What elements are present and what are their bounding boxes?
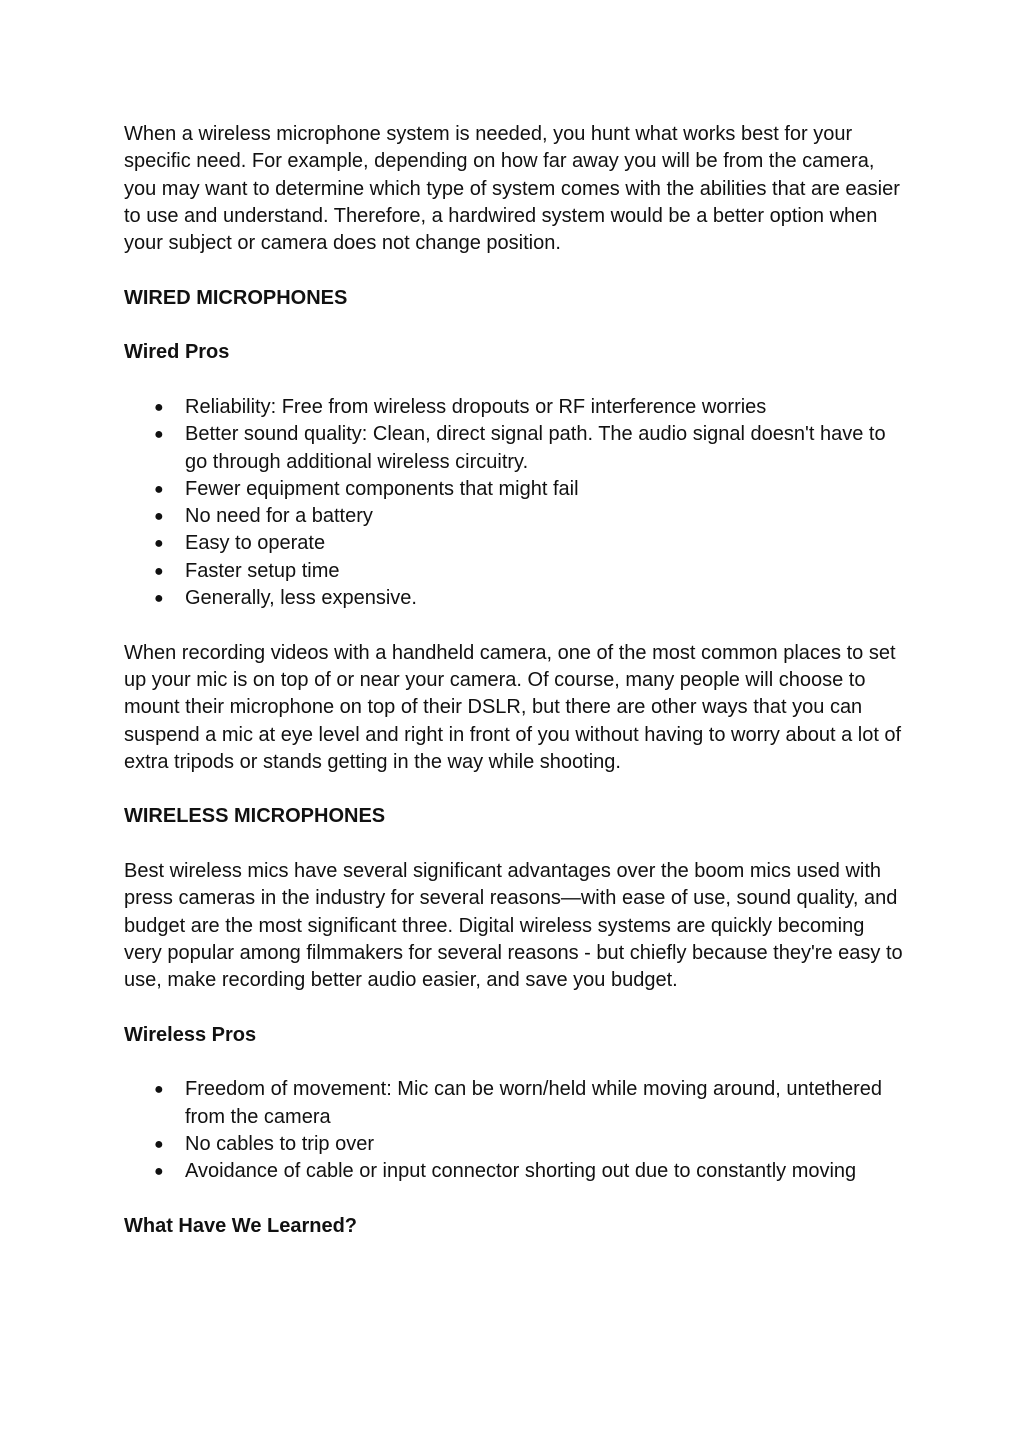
intro-paragraph: When a wireless microphone system is needed, you hunt what works best for your specific need. For example, depending on how far away you will be from the camera, you may want to determine which type of system comes with the abilities that are easier to use and understand. Therefore, a hardwired system would be a better option when your subject or camera does not change position. <box>124 123 900 255</box>
list-item: ● Reliability: Free from wireless dropouts or RF interference worries <box>124 394 904 421</box>
wired-pros-list <box>124 394 904 612</box>
list-item: ● No cables to trip over <box>124 1131 904 1158</box>
list-item: ● Generally, less expensive. <box>124 585 904 612</box>
bullet-icon: ● <box>154 535 164 553</box>
list-item: ● Freedom of movement: Mic can be worn/held while moving around, untethered from the camera <box>154 1078 883 1128</box>
bullet-icon: ● <box>154 480 164 498</box>
bullet-icon: ● <box>154 1135 164 1153</box>
wired-microphones-heading: WIRED MICROPHONES <box>124 286 348 309</box>
list-item: ● Fewer equipment components that might fail <box>124 476 904 503</box>
list-item: ● No need for a battery <box>124 503 904 530</box>
list-item: ● Better sound quality: Clean, direct signal path. The audio signal doesn't have to go through additional wireless circuitry. <box>154 423 886 473</box>
wireless-paragraph: Best wireless mics have several significant advantages over the boom mics used with press cameras in the industry for several reasons—with ease of use, sound quality, and budget are the most significant three. Digital wireless systems are quickly becoming very popular among filmmakers for several reasons - but chiefly because they're easy to use, make recording better audio easier, and save you budget. <box>124 860 903 992</box>
bullet-icon: ● <box>154 508 164 526</box>
bullet-icon: ● <box>154 590 164 608</box>
bullet-icon: ● <box>154 398 164 416</box>
wireless-pros-list <box>124 1076 904 1185</box>
wired-pros-heading: Wired Pros <box>124 341 230 364</box>
bullet-icon: ● <box>154 426 164 444</box>
bullet-icon: ● <box>154 1081 164 1099</box>
wireless-pros-heading: Wireless Pros <box>124 1023 257 1046</box>
bullet-icon: ● <box>154 1163 164 1181</box>
wired-paragraph: When recording videos with a handheld camera, one of the most common places to set up your mic is on top of or near your camera. Of course, many people will choose to mount their microphone on top of their DSLR, but there are other ways that you can suspend a mic at eye level and right in front of you without having to worry about a lot of extra tripods or stands getting in the way while shooting. <box>124 641 902 773</box>
list-item: ● Easy to operate <box>124 530 904 557</box>
bullet-icon: ● <box>154 562 164 580</box>
list-item: ● Faster setup time <box>124 558 904 585</box>
list-item: ● Avoidance of cable or input connector shorting out due to constantly moving <box>124 1158 904 1185</box>
wireless-microphones-heading: WIRELESS MICROPHONES <box>124 805 386 828</box>
what-have-we-learned-heading: What Have We Learned? <box>124 1214 358 1237</box>
